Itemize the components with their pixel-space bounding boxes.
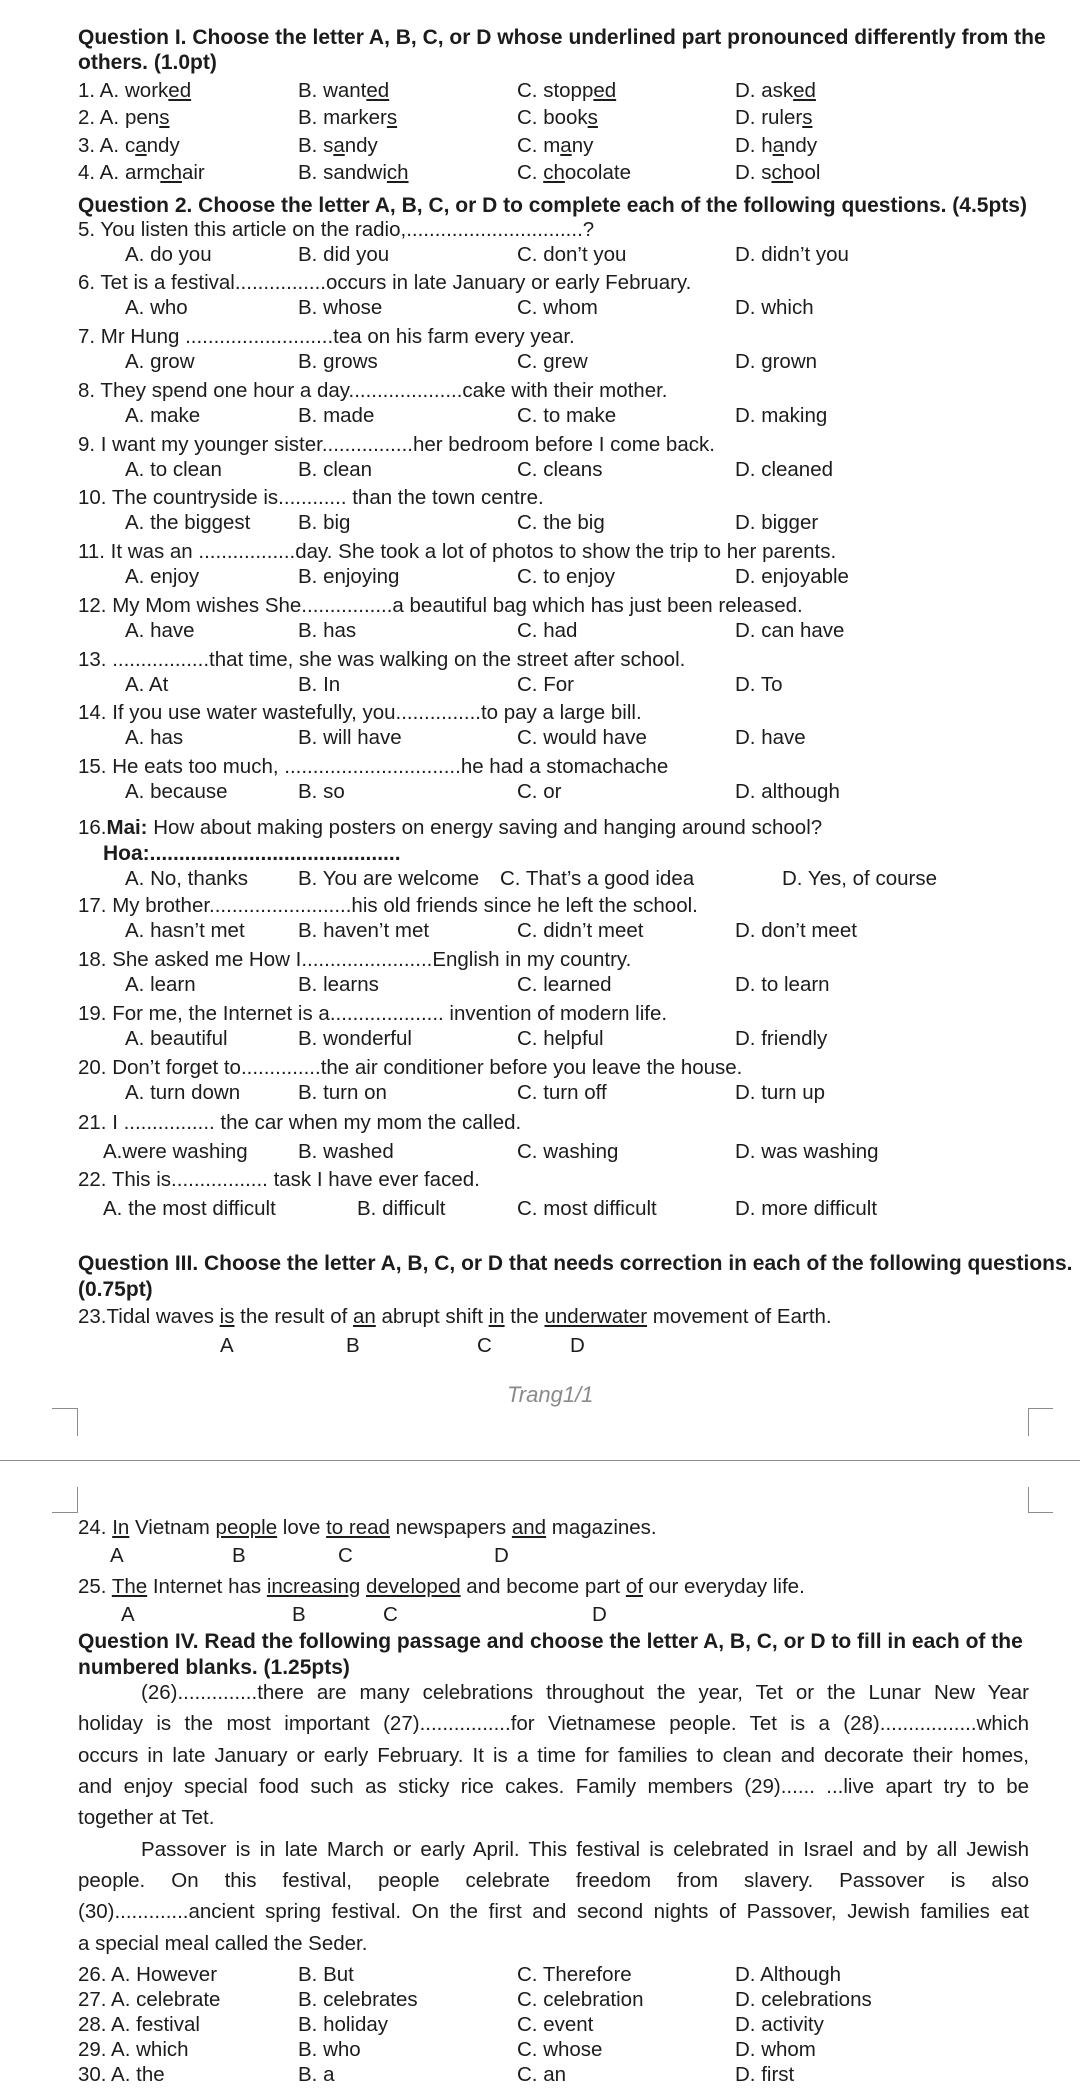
text-part: B. s (298, 133, 334, 157)
option-b: B. did you (298, 243, 390, 266)
underlined-part: a (560, 133, 572, 157)
passage-line: holiday is the most important (27)................for Vietnamese people. Tet is a (28).................which (78, 1712, 1029, 1735)
section-title-cont: (0.75pt) (78, 1278, 153, 1301)
passage-line: people. On this festival, people celebrate freedom from slavery. Passover is also (78, 1869, 1029, 1892)
page-number: Trang1/1 (507, 1382, 594, 1407)
answer-letter: A (110, 1544, 124, 1567)
option-d: D. Although (735, 1963, 841, 1986)
option-a: 28. A. festival (78, 2013, 200, 2036)
option-c: C. had (517, 619, 578, 642)
text-part: Vietnam (129, 1516, 216, 1539)
option-b: B. washed (298, 1140, 394, 1163)
option-c: C. the big (517, 511, 605, 534)
underlined-part: an (353, 1305, 376, 1328)
option-a: A. do you (125, 243, 212, 266)
question-stem (78, 815, 822, 841)
option-b (298, 105, 397, 131)
option-c: C. to make (517, 404, 617, 427)
option-a: 29. A. which (78, 2038, 189, 2061)
option-c: C. event (517, 2013, 594, 2036)
corner-mark (1028, 1408, 1053, 1409)
option-d: D. can have (735, 619, 845, 642)
option-b (298, 78, 389, 104)
option-d: D. turn up (735, 1081, 826, 1104)
option-d: D. more difficult (735, 1197, 878, 1220)
option-b: B. big (298, 511, 351, 534)
text-part: and become part (460, 1575, 626, 1598)
option-a: A. the biggest (125, 511, 251, 534)
option-b: B. You are welcome (298, 867, 480, 890)
option-b: B. enjoying (298, 565, 400, 588)
question-stem: 17. My brother.........................his old friends since he left the school. (78, 894, 698, 917)
text-part: air (181, 160, 205, 184)
text-part: ocolate (564, 160, 631, 184)
option-a: A. make (125, 404, 201, 427)
text-part: c (125, 133, 136, 157)
option-c: C. Therefore (517, 1963, 632, 1986)
question-number: 1. A. (78, 79, 120, 102)
underlined-part: to read (326, 1516, 390, 1539)
option-a: A. to clean (125, 458, 222, 481)
option-b: B. has (298, 619, 357, 642)
underlined-part: of (625, 1575, 643, 1598)
passage-line: together at Tet. (78, 1806, 215, 1829)
text-part: magazines. (546, 1516, 657, 1539)
option-a: A.were washing (103, 1140, 248, 1163)
option-b: B. difficult (357, 1197, 446, 1220)
option-a: A. has (125, 726, 184, 749)
option-d: D. cleaned (735, 458, 834, 481)
option-d: D. have (735, 726, 806, 749)
option-d: D. whom (735, 2038, 816, 2061)
option-d: D. activity (735, 2013, 824, 2036)
underlined-part: s (587, 106, 598, 130)
option-a: A. grow (125, 350, 195, 373)
answer-letter: B (292, 1603, 306, 1626)
option-d: D. making (735, 404, 828, 427)
option-b: B. haven’t met (298, 919, 430, 942)
text-part: newspapers (389, 1516, 512, 1539)
underlined-part: The (111, 1575, 148, 1598)
option-c: C. celebration (517, 1988, 644, 2011)
underlined-part: underwater (544, 1305, 648, 1328)
question-number: 2. A. (78, 106, 120, 130)
option-b: B. will have (298, 726, 402, 749)
option-c (517, 78, 616, 104)
option-b: B. celebrates (298, 1988, 418, 2011)
corner-mark (77, 1487, 78, 1512)
corner-mark (52, 1408, 77, 1409)
corner-mark (1028, 1487, 1029, 1512)
underlined-part: s (386, 106, 398, 130)
option-b: B. whose (298, 296, 383, 319)
text-part: B. marker (298, 106, 387, 130)
text-part: ndy (344, 133, 378, 157)
underlined-part: ch (543, 160, 565, 184)
option-c: C. grew (517, 350, 588, 373)
option-a: 27. A. celebrate (78, 1988, 221, 2011)
question-stem: 20. Don’t forget to..............the air conditioner before you leave the house. (78, 1056, 743, 1079)
option-d: D. friendly (735, 1027, 828, 1050)
question-stem: 10. The countryside is............ than the town centre. (78, 486, 544, 509)
text-part: C. (517, 160, 544, 184)
option-b: B. so (298, 780, 345, 803)
option-b: B. a (298, 2063, 335, 2086)
corner-mark (52, 1512, 78, 1513)
answer-letter: D (494, 1544, 509, 1567)
underlined-part: ch (771, 160, 794, 184)
answer-letter: B (346, 1334, 360, 1357)
question-stem: 13. .................that time, she was walking on the street after school. (78, 648, 686, 671)
underlined-part: increasing (266, 1575, 361, 1598)
text-part: 23.Tidal waves (78, 1305, 220, 1328)
text-part: love (277, 1516, 327, 1539)
option-c: C. For (517, 673, 574, 696)
passage-line: and enjoy special food such as sticky rice cakes. Family members (29)...... ...live apart try to be (78, 1775, 1029, 1798)
reply-line: Hoa:........................................... (103, 842, 401, 865)
option-c: C. didn’t meet (517, 919, 644, 942)
question-stem: 18. She asked me How I.......................English in my country. (78, 948, 632, 971)
answer-letter: C (477, 1334, 492, 1357)
underlined-part: is (219, 1305, 235, 1328)
underlined-part: s (802, 106, 813, 130)
underlined-part: a (135, 133, 147, 157)
option-c: C. washing (517, 1140, 619, 1163)
underlined-part: ed (168, 79, 192, 102)
underlined-part: ed (366, 79, 390, 102)
section-title: Question I. Choose the letter A, B, C, or D whose underlined part pronounced differently from the (78, 26, 1046, 49)
question-stem: 19. For me, the Internet is a.................... invention of modern life. (78, 1002, 668, 1025)
text-part: C. m (517, 133, 561, 157)
passage-line: a special meal called the Seder. (78, 1932, 368, 1955)
option-d: D. didn’t you (735, 243, 849, 266)
option-d: D. although (735, 780, 840, 803)
text-part: 25. (78, 1575, 112, 1598)
question-stem: 6. Tet is a festival................occurs in late January or early February. (78, 271, 692, 294)
option-a (125, 78, 191, 104)
option-a: 26. A. However (78, 1963, 218, 1986)
option-b: B. who (298, 2038, 361, 2061)
text-part: B. want (298, 79, 367, 102)
option-b: B. learns (298, 973, 379, 996)
option-d (735, 105, 812, 131)
option-d: D. don’t meet (735, 919, 857, 942)
option-c (517, 160, 631, 186)
text-part: C. book (517, 106, 588, 130)
speaker-name: Mai: (106, 816, 148, 839)
underlined-part: developed (365, 1575, 461, 1598)
underlined-part: and (511, 1516, 547, 1539)
option-b: B. holiday (298, 2013, 389, 2036)
option-d: D. celebrations (735, 1988, 872, 2011)
text-part: arm (125, 160, 161, 184)
underlined-part: ed (593, 79, 617, 102)
option-b: B. grows (298, 350, 378, 373)
option-a: A. who (125, 296, 188, 319)
underlined-part: In (112, 1516, 130, 1539)
option-d: D. bigger (735, 511, 819, 534)
text-part: the (504, 1305, 545, 1328)
option-b: B. In (298, 673, 341, 696)
text-part: D. ask (735, 79, 794, 102)
option-d: D. To (735, 673, 783, 696)
text-part: the result of (234, 1305, 353, 1328)
question-stem: 21. I ................ the car when my mom the called. (78, 1111, 522, 1134)
underlined-part: ch (386, 160, 409, 184)
option-c (517, 133, 593, 159)
error-sentence (78, 1515, 657, 1541)
option-c: C. most difficult (517, 1197, 657, 1220)
option-c: C. whom (517, 296, 598, 319)
corner-mark (77, 1408, 78, 1436)
option-b (298, 133, 378, 159)
answer-letter: A (220, 1334, 234, 1357)
section-title-cont: others. (1.0pt) (78, 51, 217, 74)
error-sentence (78, 1574, 805, 1600)
question-stem: 9. I want my younger sister................her bedroom before I come back. (78, 433, 715, 456)
text-part: movement of Earth. (647, 1305, 832, 1328)
passage-line: occurs in late January or early February. It is a time for families to clean and decorate their homes, (78, 1744, 1029, 1767)
passage-line: Passover is in late March or early April. This festival is celebrated in Israel and by all Jewish (141, 1838, 1029, 1861)
option-b: B. clean (298, 458, 373, 481)
text-part: ool (793, 160, 821, 184)
passage-line: (30).............ancient spring festival. On the first and second nights of Passover, Jewish families eat (78, 1900, 1029, 1923)
option-a: 30. A. the (78, 2063, 165, 2086)
underlined-part: ch (160, 160, 182, 184)
option-c (517, 105, 598, 131)
text-part: abrupt shift (375, 1305, 489, 1328)
option-b (298, 160, 409, 186)
text-part: D. h (735, 133, 773, 157)
option-a: A. At (125, 673, 169, 696)
option-a: A. hasn’t met (125, 919, 245, 942)
option-d: D. grown (735, 350, 818, 373)
option-a (125, 105, 169, 131)
question-stem: 15. He eats too much, ...............................he had a stomachache (78, 755, 669, 778)
option-d (735, 160, 820, 186)
option-a: A. learn (125, 973, 196, 996)
option-d: D. was washing (735, 1140, 879, 1163)
question-stem: 5. You listen this article on the radio,...............................? (78, 218, 595, 241)
section-title: Question 2. Choose the letter A, B, C, or D to complete each of the following questions. (4.5pts) (78, 194, 1027, 217)
section-title-cont: numbered blanks. (1.25pts) (78, 1656, 350, 1679)
option-b: B. wonderful (298, 1027, 412, 1050)
section-title: Question III. Choose the letter A, B, C, or D that needs correction in each of the following questions. (78, 1252, 1073, 1275)
underlined-part: a (772, 133, 785, 157)
question-stem: 8. They spend one hour a day....................cake with their mother. (78, 379, 668, 402)
option-a: A. because (125, 780, 228, 803)
option-a: A. the most difficult (103, 1197, 276, 1220)
option-c: C. don’t you (517, 243, 627, 266)
underlined-part: s (159, 106, 170, 130)
option-d: D. first (735, 2063, 795, 2086)
option-d: D. to learn (735, 973, 830, 996)
option-c: C. or (517, 780, 562, 803)
option-d: D. which (735, 296, 814, 319)
option-a: A. turn down (125, 1081, 241, 1104)
text-part: 24. (78, 1516, 113, 1539)
text-part: our everyday life. (642, 1575, 805, 1598)
question-stem: 12. My Mom wishes She................a beautiful bag which has just been released. (78, 594, 803, 617)
option-b: B. turn on (298, 1081, 387, 1104)
answer-letter: D (592, 1603, 607, 1626)
option-b: B. made (298, 404, 375, 427)
text-part: Internet has (147, 1575, 267, 1598)
option-b: B. But (298, 1963, 354, 1986)
text-part: ndy (146, 133, 180, 157)
underlined-part: ed (793, 79, 816, 102)
text-part: ny (571, 133, 594, 157)
underlined-part: people (215, 1516, 278, 1539)
question-number: 3. A. (78, 133, 120, 157)
question-stem: 7. Mr Hung ..........................tea on his farm every year. (78, 325, 575, 348)
option-c: C. an (517, 2063, 566, 2086)
option-a (125, 160, 205, 186)
question-stem: 14. If you use water wastefully, you...............to pay a large bill. (78, 701, 642, 724)
option-c: C. would have (517, 726, 647, 749)
answer-letter: B (232, 1544, 246, 1567)
stem-part: 16. (78, 816, 107, 839)
text-part: ndy (784, 133, 818, 157)
answer-letter: C (383, 1603, 398, 1626)
option-d (735, 133, 817, 159)
page-break-line (0, 1460, 1080, 1461)
option-a: A. beautiful (125, 1027, 228, 1050)
option-c: C. turn off (517, 1081, 607, 1104)
stem-part: How about making posters on energy saving and hanging around school? (147, 816, 823, 839)
text-part: B. sandwi (298, 160, 387, 184)
text-part: C. stopp (517, 79, 594, 102)
option-a (125, 133, 180, 159)
passage-line: (26)..............there are many celebrations throughout the year, Tet or the Lunar New Year (141, 1681, 1029, 1704)
option-c: C. That’s a good idea (500, 867, 695, 890)
option-d (735, 78, 816, 104)
underlined-part: a (333, 133, 345, 157)
section-title: Question IV. Read the following passage and choose the letter A, B, C, or D to fill in each of the (78, 1630, 1023, 1653)
option-c: C. learned (517, 973, 612, 996)
question-stem: 22. This is................. task I have ever faced. (78, 1168, 480, 1191)
corner-mark (1028, 1512, 1053, 1513)
option-a: A. enjoy (125, 565, 200, 588)
corner-mark (1028, 1408, 1029, 1436)
text-part: work (125, 79, 169, 102)
option-a: A. No, thanks (125, 867, 249, 890)
answer-letter: D (570, 1334, 585, 1357)
question-stem: 11. It was an .................day. She took a lot of photos to show the trip to her parents. (78, 540, 837, 563)
option-c: C. to enjoy (517, 565, 615, 588)
option-c: C. helpful (517, 1027, 604, 1050)
option-d: D. enjoyable (735, 565, 849, 588)
answer-letter: C (338, 1544, 353, 1567)
option-c: C. cleans (517, 458, 603, 481)
error-sentence (78, 1304, 832, 1330)
answer-letter: A (121, 1603, 135, 1626)
text-part: D. ruler (735, 106, 803, 130)
option-c: C. whose (517, 2038, 603, 2061)
underlined-part: in (488, 1305, 505, 1328)
question-number: 4. A. (78, 160, 120, 184)
option-a: A. have (125, 619, 195, 642)
text-part: pen (125, 106, 160, 130)
text-part: D. s (735, 160, 772, 184)
option-d: D. Yes, of course (782, 867, 937, 890)
